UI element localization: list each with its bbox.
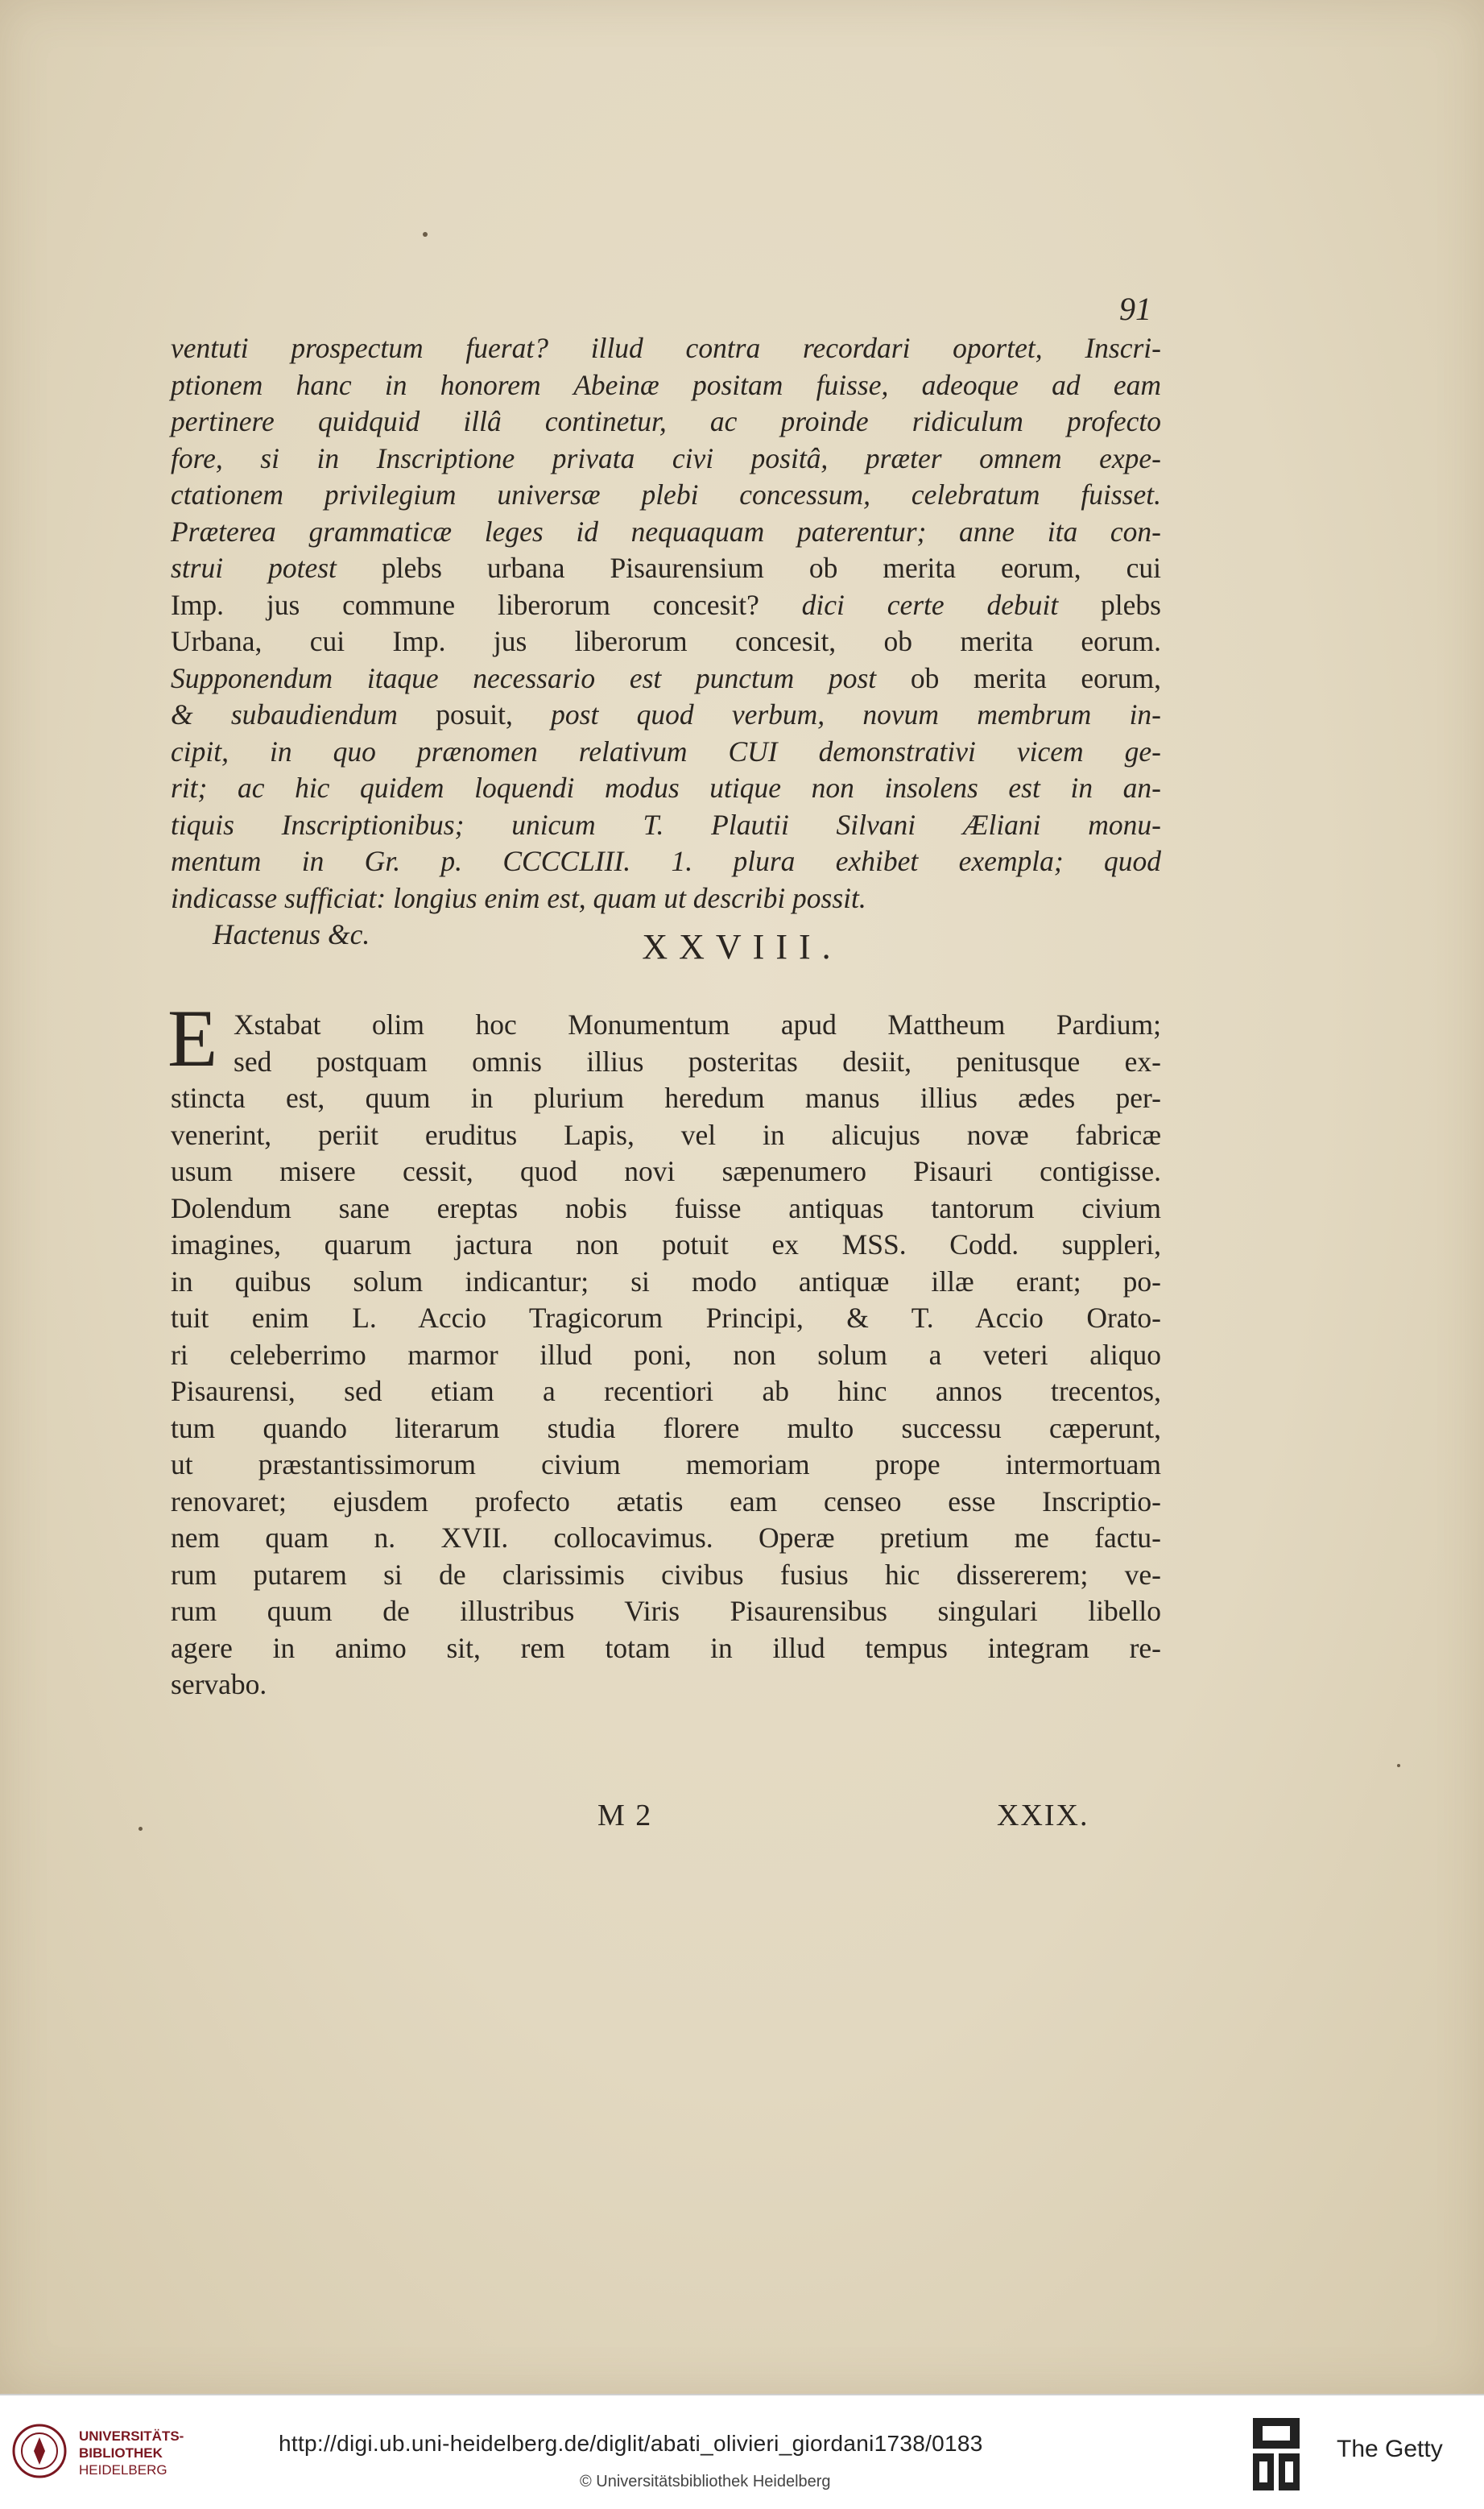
- section-heading: XXVIII.: [642, 927, 842, 967]
- text-run: Urbana, cui Imp. jus liberorum concesit, ob merita eorum.: [171, 625, 1161, 657]
- intro-text: [171, 330, 1161, 954]
- body-line: ut præstantissimorum civium memoriam prope intermortuam: [171, 1448, 1161, 1480]
- text-run: post quod verbum, novum membrum in-: [551, 698, 1161, 731]
- intro-line: [171, 514, 1161, 551]
- text-run: ctationem privilegium universæ plebi concessum, celebratum fuisset.: [171, 478, 1161, 511]
- body-line: in quibus solum indicantur; si modo antiquæ illæ erant; po-: [171, 1265, 1161, 1298]
- body-line: Pisaurensi, sed etiam a recentiori ab hinc annos trecentos,: [171, 1375, 1161, 1407]
- intro-line: [171, 477, 1161, 514]
- catchword: XXIX.: [997, 1799, 1089, 1832]
- body-line: sed postquam omnis illius posteritas desiit, penitusque ex-: [234, 1045, 1161, 1078]
- text-run: ventuti prospectum fuerat? illud contra recordari oportet, Inscri-: [171, 332, 1161, 364]
- institution-name: UNIVERSITÄTS- BIBLIOTHEK HEIDELBERG: [79, 2428, 184, 2478]
- body-line: agere in animo sit, rem totam in illud tempus integram re-: [171, 1631, 1161, 1664]
- intro-line: [171, 587, 1161, 624]
- intro-line: [171, 441, 1161, 478]
- body-line: rum quum de illustribus Viris Pisaurensibus singulari libello: [171, 1595, 1161, 1627]
- text-run: Supponendum itaque necessario est punctum post: [171, 661, 911, 694]
- text-run: strui potest: [171, 552, 382, 584]
- body-lines: [171, 1007, 1161, 1704]
- text-run: ptionem hanc in honorem Abeinæ positam fuisse, adeoque ad eam: [171, 368, 1161, 401]
- body-line: ri celeberrimo marmor illud poni, non solum a veteri aliquo: [171, 1338, 1161, 1371]
- body-line: servabo.: [171, 1668, 267, 1700]
- text-run: Præterea grammaticæ leges id nequaquam paterentur; anne ita con-: [171, 515, 1161, 548]
- text-run: plebs: [1101, 588, 1161, 621]
- university-seal-icon: [11, 2423, 68, 2479]
- body-line: Dolendum sane ereptas nobis fuisse antiquas tantorum civium: [171, 1191, 1161, 1224]
- body-line: venerint, periit eruditus Lapis, vel in alicujus novæ fabricæ: [171, 1118, 1161, 1151]
- intro-line: [171, 843, 1161, 880]
- intro-line: [171, 770, 1161, 807]
- text-run: posuit,: [436, 698, 552, 731]
- intro-line: [171, 660, 1161, 698]
- drop-cap-paragraph: [167, 993, 1161, 1704]
- body-line: tum quando literarum studia florere multo successu cæperunt,: [171, 1411, 1161, 1444]
- text-run: plebs urbana Pisaurensium ob merita eorum, cui: [381, 552, 1161, 584]
- intro-line: [171, 367, 1161, 404]
- intro-line: [171, 697, 1161, 734]
- intro-line: [171, 734, 1161, 771]
- body-line: stincta est, quum in plurium heredum manus illius ædes per-: [171, 1082, 1161, 1114]
- body-line: renovaret; ejusdem profecto ætatis eam censeo esse Inscriptio-: [171, 1484, 1161, 1517]
- body-line: rum putarem si de clarissimis civibus fusius hic dissererem; ve-: [171, 1558, 1161, 1591]
- copyright-notice: © Universitätsbibliothek Heidelberg: [580, 2473, 831, 2490]
- intro-line: [171, 550, 1161, 587]
- text-run: & subaudiendum: [171, 698, 436, 731]
- intro-line: [171, 880, 1161, 917]
- text-run: cipit, in quo prænomen relativum CUI demonstrativi vicem ge-: [171, 735, 1161, 768]
- intro-line: [171, 330, 1161, 367]
- page-number: 91: [1119, 291, 1151, 327]
- body-line: usum misere cessit, quod novi sæpenumero Pisauri contigisse.: [171, 1155, 1161, 1187]
- text-run: mentum in Gr. p. CCCCLIII. 1. plura exhibet exempla; quod: [171, 845, 1161, 877]
- viewer-footer: [0, 2394, 1484, 2509]
- text-run: ob merita eorum,: [910, 661, 1161, 694]
- body-line: Xstabat olim hoc Monumentum apud Mattheum Pardium;: [234, 1008, 1161, 1041]
- text-run: rit; ac hic quidem loquendi modus utique non insolens est in an-: [171, 772, 1161, 804]
- partner-name: The Getty: [1337, 2436, 1443, 2462]
- permalink-url[interactable]: http://digi.ub.uni-heidelberg.de/diglit/abati_olivieri_giordani1738/0183: [279, 2431, 983, 2456]
- text-run: Hactenus &c.: [213, 918, 370, 950]
- text-run: tiquis Inscriptionibus; unicum T. Plautii Silvani Æliani monu-: [171, 808, 1161, 841]
- text-run: Imp. jus commune liberorum concesit?: [171, 588, 802, 621]
- section-body: [167, 993, 1161, 1704]
- body-line: tuit enim L. Accio Tragicorum Principi, & T. Accio Orato-: [171, 1302, 1161, 1334]
- text-run: dici certe debuit: [801, 588, 1102, 621]
- body-line: nem quam n. XVII. collocavimus. Operæ pretium me factu-: [171, 1522, 1161, 1554]
- text-run: indicasse sufficiat: longius enim est, quam ut describi possit.: [171, 881, 866, 914]
- drop-cap: E: [167, 993, 218, 1084]
- text-run: pertinere quidquid illâ continetur, ac proinde ridiculum profecto: [171, 405, 1161, 437]
- intro-line: [171, 807, 1161, 844]
- text-run: fore, si in Inscriptione privata civi positâ, præter omnem expe-: [171, 441, 1161, 474]
- signature-mark: M 2: [597, 1799, 653, 1832]
- getty-logo-icon: [1251, 2416, 1301, 2494]
- body-line: imagines, quarum jactura non potuit ex MSS. Codd. suppleri,: [171, 1228, 1161, 1261]
- intro-line: [171, 404, 1161, 441]
- intro-line: [171, 623, 1161, 660]
